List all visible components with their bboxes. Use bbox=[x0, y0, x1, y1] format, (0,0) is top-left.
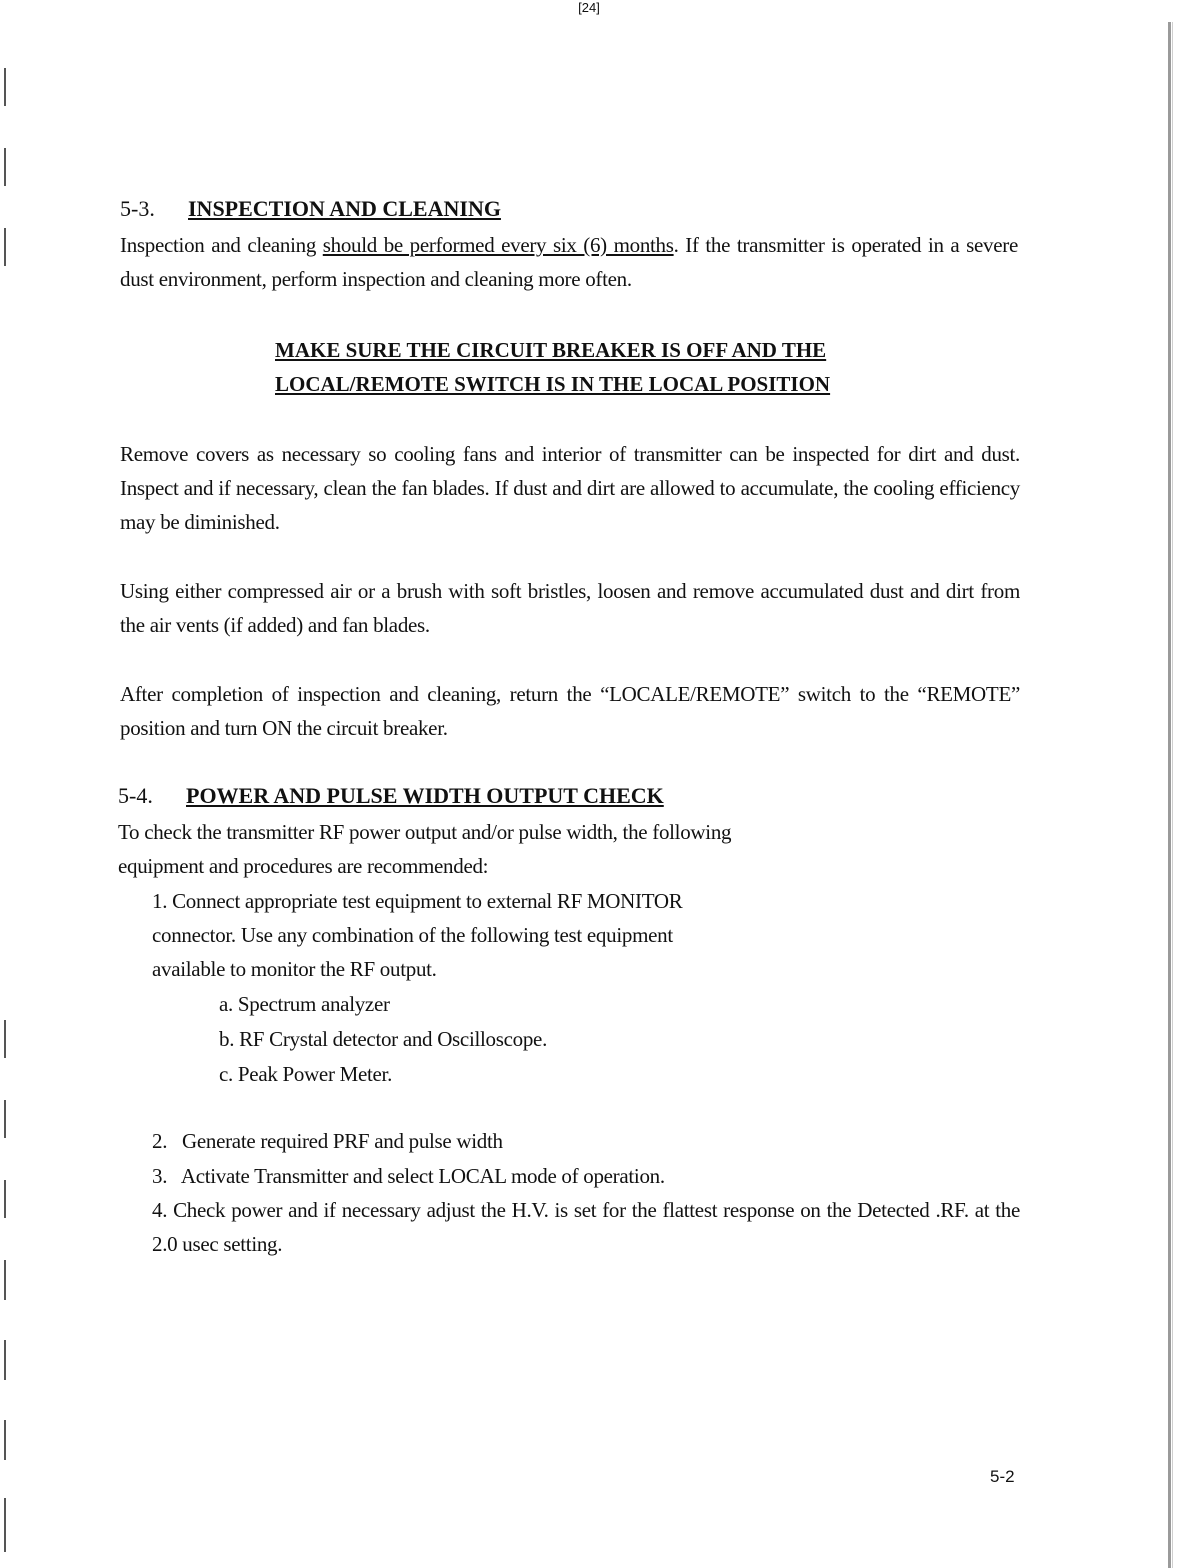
check-intro-line: equipment and procedures are recommended: bbox=[118, 854, 489, 878]
inspection-intro-paragraph bbox=[120, 228, 1018, 296]
intro-text-continued: . If the transmitter is operated in a severe dust environment, perform inspection and cleaning more often. bbox=[120, 233, 1018, 291]
step-1-line: available to monitor the RF output. bbox=[152, 957, 437, 981]
scan-bracket-mark bbox=[4, 1260, 6, 1300]
safety-warning bbox=[275, 333, 830, 401]
cleaning-method-paragraph: Using either compressed air or a brush with soft bristles, loosen and remove accumulated dust and dirt from the air vents (if added) and fan blades. bbox=[120, 579, 1020, 637]
scan-bracket-mark bbox=[4, 1498, 6, 1552]
intro-text: Inspection and cleaning bbox=[120, 233, 323, 257]
equipment-item: c. Peak Power Meter. bbox=[219, 1062, 393, 1086]
cover-removal-paragraph: Remove covers as necessary so cooling fans and interior of transmitter can be inspected for dirt and dust. Inspect and if necessary, clean the fan blades. If dust and dirt are allowed to accumulate, the cooling efficiency may be diminished. bbox=[120, 442, 1020, 534]
section-heading-5-4 bbox=[118, 783, 664, 809]
scan-edge-right bbox=[1168, 22, 1171, 1568]
scan-bracket-mark bbox=[4, 1100, 6, 1138]
section-heading-5-3 bbox=[120, 196, 501, 222]
check-intro-line: To check the transmitter RF power output and/or pulse width, the following bbox=[118, 820, 732, 844]
scan-bracket-mark bbox=[4, 1180, 6, 1218]
section-number: 5-3. bbox=[120, 196, 155, 221]
intro-underlined-text: should be performed every six (6) months bbox=[322, 233, 674, 257]
scan-bracket-mark bbox=[4, 1020, 6, 1058]
step-1-line: 1. Connect appropriate test equipment to external RF MONITOR bbox=[152, 889, 683, 913]
warning-line: LOCAL/REMOTE SWITCH IS IN THE LOCAL POSITION bbox=[275, 372, 831, 396]
scan-edge-right-inner bbox=[1172, 22, 1173, 1568]
scan-bracket-mark bbox=[4, 1340, 6, 1380]
step-1-line: connector. Use any combination of the following test equipment bbox=[152, 923, 673, 947]
page-number: 5-2 bbox=[990, 1467, 1015, 1486]
scan-bracket-mark bbox=[4, 148, 6, 186]
scan-bracket-mark bbox=[4, 1420, 6, 1460]
step-3: 3. Activate Transmitter and select LOCAL mode of operation. bbox=[152, 1164, 665, 1188]
step-4: 4. Check power and if necessary adjust the H.V. is set for the flattest response on the Detected .RF. at the 2.0 usec setting. bbox=[152, 1198, 1020, 1256]
equipment-item: b. RF Crystal detector and Oscilloscope. bbox=[219, 1027, 548, 1051]
section-title: POWER AND PULSE WIDTH OUTPUT CHECK bbox=[186, 783, 664, 808]
warning-line: MAKE SURE THE CIRCUIT BREAKER IS OFF AND THE bbox=[275, 338, 827, 362]
section-number: 5-4. bbox=[118, 783, 153, 808]
page-marker: [24] bbox=[578, 0, 600, 15]
section-title: INSPECTION AND CLEANING bbox=[188, 196, 501, 221]
completion-paragraph: After completion of inspection and cleaning, return the “LOCALE/REMOTE” switch to the “REMOTE” position and turn ON the circuit breaker. bbox=[120, 682, 1020, 740]
scan-bracket-mark bbox=[4, 228, 6, 266]
equipment-item: a. Spectrum analyzer bbox=[219, 992, 390, 1016]
scan-bracket-mark bbox=[4, 68, 6, 106]
step-2: 2. Generate required PRF and pulse width bbox=[152, 1129, 503, 1153]
